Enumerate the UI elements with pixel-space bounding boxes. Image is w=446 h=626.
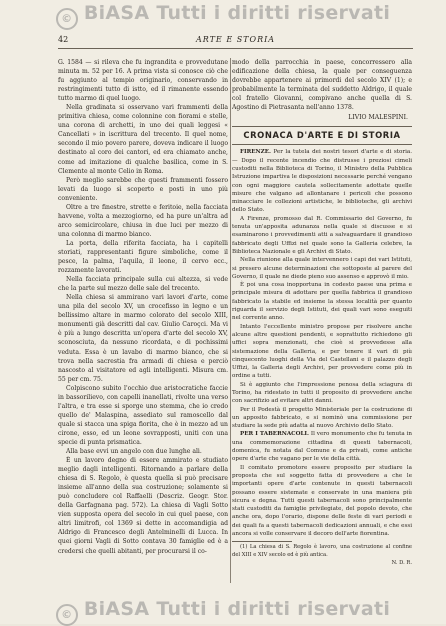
page-number: 42 (58, 35, 69, 44)
chronicle-paragraph (232, 148, 412, 214)
chronicle-text: Per la tutela dei nostri tesori d'arte e di storia. — Dopo il recente incendio che distrusse i preziosi cimeli custoditi nella Biblioteca di Torino, il Ministro della Pubblica Istruzione impartiva le disposizioni necessarie perché vengano con ogni maggiore cautela sollecitamente adottate quelle misure che valgano ad allontanare i pericoli che possono minacciare le collezioni artistiche, le biblioteche, gli archivi dello Stato. (232, 149, 412, 214)
footnote: (1) La chiesa di S. Regolo è lavoro, una costruzione al confine del XIII e XIV secolo ed è più antica. (232, 544, 412, 558)
left-paragraph: Alla base evvi un angelo con due lunghe ali. (66, 448, 202, 456)
chronicle-text: Il comitato promotore essere proposito per studiare la proposta che sul soggetto fatta di provvedere a che le importanti opere d'arte contenute in questi tabernacoli possano essere sistemate e conservate in una maniera più sicura e degna. Tutti questi tabernacoli sono principalmente stati custoditi da famiglie privilegiate, del popolo devoto, che anche ora, dopo l'orario, dispone delle feste di vari periodi e dei quali fa a questi tabernacoli dedicazioni annuali, e che essi ancora si volle conservare il decoro dell'arte fiorentina. (232, 464, 412, 538)
chronicle-text: Il vero monumento che fu tenuta in una commemorazione cittadina di questi tabernacoli, domenica, fu notata dal Comune e da privati, come antiche opere d'arte che vagano per le vie della città. (232, 431, 412, 463)
chronicle-text: È poi una cosa inopportuna in codesto paese una prima e principale misura di adottare per quella fabbrica il grandioso fabbricato la stabile ed insieme la stessa località per quanto riguarda il servizio degli Istituti, dei quali vari sono eseguiti nel corrente anno. (232, 282, 412, 322)
chronicle-text: Si è aggiunto che l'impressione penosa della sciagura di Torino, ha ridestato in tutti il proposito di provvedere anche con sacrifizio ad evitare altri danni. (232, 381, 412, 405)
chronicle-paragraph (232, 256, 412, 281)
chronicle-text: Nella riunione alla quale intervennero i capi dei vari Istituti, si presero alcune determinazioni che sottoposte al parere del Governo, il quale ne diede pieno suo assenso e approvò il mio. (232, 257, 412, 280)
chronicle-text: Per il Podestà il progetto Ministeriale per la costruzione di un apposito fabbricato, e si nominò una commissione per studiare la sede più adatta al nuovo Archivio dello Stato. (232, 406, 412, 430)
chronicle-paragraph (232, 323, 412, 381)
chronicle-text: A Firenze, promosso dal R. Commissario del Governo, fu tenuta un'apposita adunanza nella quale si discusse e si esaminarono i provvedimenti atti a salvaguardare il grandioso fabbricato degli Uffizi nel quale sono la Galleria celebre, la Biblioteca Nazionale e gli Archivi di Stato. (232, 215, 412, 255)
chronicle-paragraph (232, 281, 412, 322)
footnote-rule (232, 541, 292, 542)
left-column (58, 58, 228, 588)
article-signature: LIVIO MALESPINI. (348, 114, 408, 122)
biasa-logo-icon: © (56, 604, 78, 626)
section-rule (232, 126, 412, 127)
left-paragraph: Nella chiesa si ammirano vari lavori d'arte, come una pila del secolo XV, un crocefisso in legno e un bellissimo altare in marmo colorato del secolo XIII, monumenti già descritti dal cav. Giulio Caroçci. Ma vi è più a lungo descritta un'opera d'arte del secolo XV, sconosciuta, da nessuno ricordata, e di pochissimi vedutа. Essa è un lavabo di marmo bianco, che si trova nella sacrestia fra armadi di chiesa e perciò nascosto al visitatore ed agli intelligenti. Misura cm. 55 per cm. 75. (58, 294, 228, 383)
left-paragraph: Colpiscono subito l'occhio due aristocratiche faccie in bassorilievo, con capelli inanellati, rivolte una verso l'altra, e tra esse si sporge uno stemma, che io credo quello de' Malaspina, assediato sul ramoscello dal quale si stacca una spiga fiorita, che è in mezzo ad un cirone, esso, ed un leone sovrapposti, uniti con una specie di punta prismatica. (58, 384, 228, 446)
column-divider (230, 58, 231, 583)
journal-title: ARTE E STORIA (195, 35, 276, 44)
left-paragraph: Però meglio sarebbe che questi frammenti fossero levati da luogo sì scoperto e posti in uno più conveniente. (58, 176, 228, 202)
page-header (58, 34, 413, 49)
section-rule (232, 144, 412, 145)
chronicle-paragraph (232, 381, 412, 406)
watermark-top (0, 2, 446, 30)
section-title: CRONACA D'ARTE E DI STORIA (243, 130, 401, 141)
left-paragraph: G. 1584 — si rileva che fu ingrandita e provvedutane minuta m. 52 per 16. A prima vista si conosce ciò che fu aggiunto al tempio originario, conservando in restringimenti tutto di istto, ed il rimanente essendo tutto marmo di quel luogo. (58, 59, 228, 103)
watermark-bottom-text: BiASA Tutti i diritti riservati (83, 598, 391, 620)
left-paragraph: La porta, della riferita facciata, ha i capitelli storiati, rappresentanti figure simboliche, come il pesce, la palma, l'aquila, il leone, il cervo ecc., rozzamente lavorati. (58, 239, 228, 275)
watermark-bottom (0, 598, 446, 626)
left-paragraph: Nella gradinata si osservano vari frammenti della primitiva chiesa, come colonnine con fiorami e stelle, una corona di archetti, in uno dei quali leggesi « Cancellati » in iscrittura del trecento. Il quel nome, secondo il mio povero parere, doveva indicare il luogo destinato al coro dei cantori, ed era chiamato anche, come ad imitazione di qualche basilica, come in S. Clemente al monte Celio in Roma. (58, 104, 228, 175)
chronicle-lead: PER I TABERNACOLI. (240, 431, 309, 438)
chronicle-lead: FIRENZE. (240, 149, 271, 156)
chronicle-text: Intanto l'eccellente ministro propose per risolvere anche alcune altre questioni pendenti, e soprattutto richiedono gli uffici sopra menzionati, che cioè si provvedesse alla sistemazione della Galleria, e per tenere il vari di più cinquecento luoghi della Via del Castellani e il palazzo degli Uffizi, la Galleria degli Archivi, per provvedere come più in ordine a tutti. (232, 323, 412, 380)
chronicle-paragraph (232, 215, 412, 256)
watermark-top-text: BiASA Tutti i diritti riservati (83, 2, 391, 24)
left-paragraph: Oltre a tre finestre, strette e feritoie, nella facciata havvene, volta a mezzogiorno, ed ha pure un'altra ad arco semicircolare, chiusa in due luci per mezzo di una colonna di marmo bianco. (58, 203, 228, 238)
chronicle-body (232, 148, 412, 538)
chronicle-paragraph (232, 430, 412, 463)
left-paragraph: È un lavoro degno di essere ammirato e studiato meglio dagli intelligenti. Ritornando a parlare della chiesa di S. Regolo, è questa quella sì può precisare insieme all'anno della sua costruzione; solamente si può concludere col Raffaelli (Descriz. Geogr. Stor. della Garfagnana pag. 572). La chiesa di Vagli Sotto vien supposta opera del secolo in cui quel paese, con altri limitrofi, col 1369 si dette in accomandigia ad Aldrigo di Francesco degli Antelminelli di Lucca. In quei giorni Vagli di Sotto contava 30 famiglie ed è a credersi che quelli abitanti, per procurarsi il co- (58, 457, 228, 555)
footnote-initials: N. D. R. (391, 559, 412, 566)
chronicle-paragraph (232, 464, 412, 539)
right-column (232, 58, 412, 588)
left-paragraph: Nella facciata principale sulla cui altezza, si vede che la parte sul mezzo delle sale del trecento. (58, 276, 228, 293)
chronicle-paragraph (232, 406, 412, 431)
right-intro-paragraph: modo della parrocchia in paese, concorressero alla edificazione della chiesa, la quale per conseguenza dovrebbe appartenere ai primordi del secolo XIV (1); e probabilmente la terminata del suddetto Aldrigo, il quale col fratello Giovanni, compivano anche quella di S. Agostino di Pietrasanta nell'anno 1378. (232, 59, 412, 112)
biasa-logo-icon: © (56, 8, 78, 30)
